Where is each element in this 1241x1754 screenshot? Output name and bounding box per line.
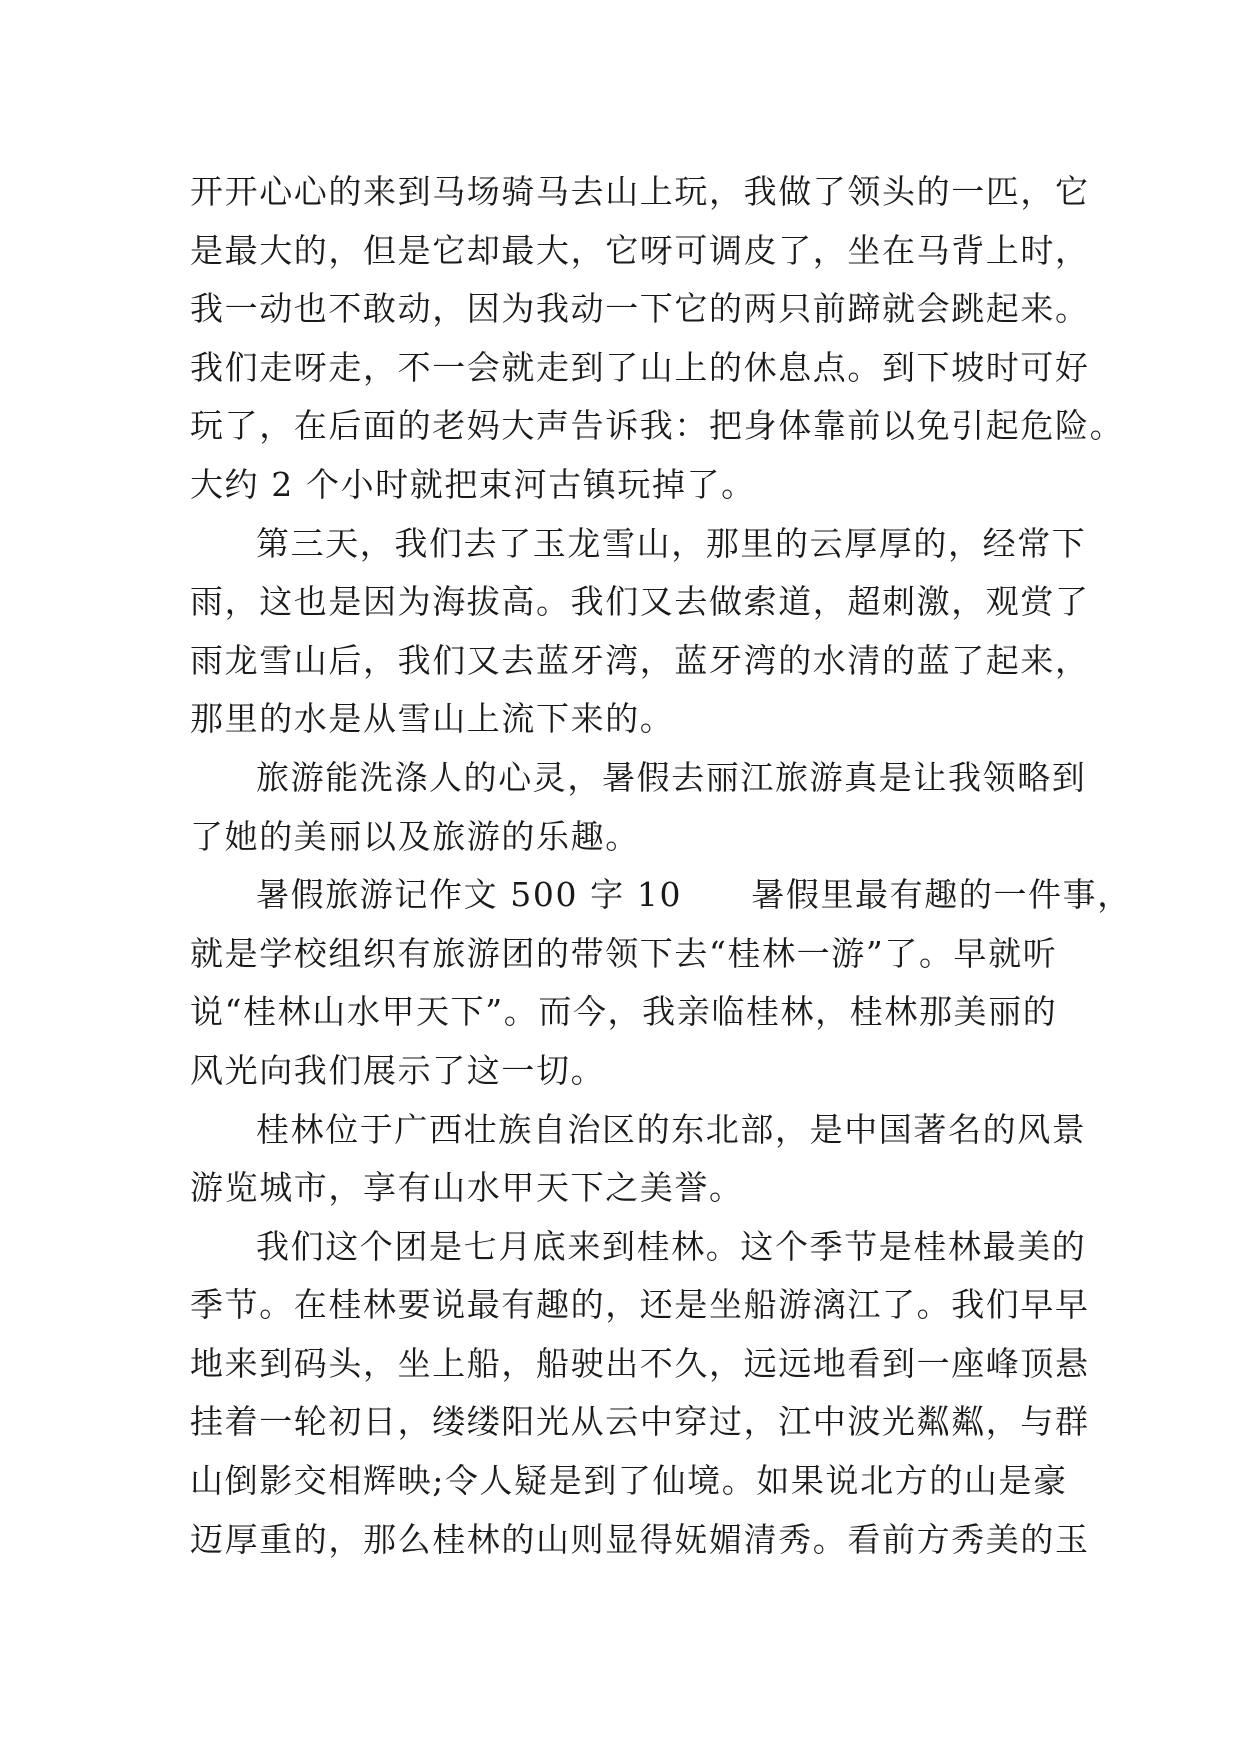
text-line: 说“桂林山水甲天下”。而今，我亲临桂林，桂林那美丽的: [190, 992, 1058, 1032]
text-line: 我一动也不敢动，因为我动一下它的两只前蹄就会跳起来。: [190, 289, 1090, 329]
text-line: 桂林位于广西壮族自治区的东北部，是中国著名的风景: [256, 1109, 1087, 1149]
text-line: 暑假旅游记作文 500 字 10 暑假里最有趣的一件事，: [256, 875, 1132, 915]
text-line: 游览城市，享有山水甲天下之美誉。: [190, 1168, 744, 1208]
text-line: 山倒影交相辉映;令人疑是到了仙境。如果说北方的山是豪: [190, 1461, 1068, 1501]
text-line: 旅游能洗涤人的心灵，暑假去丽江旅游真是让我领略到: [256, 757, 1087, 797]
text-line: 雨龙雪山后，我们又去蓝牙湾，蓝牙湾的水清的蓝了起来，: [190, 640, 1090, 680]
text-line: 开开心心的来到马场骑马去山上玩，我做了领头的一匹，它: [190, 172, 1090, 211]
text-line: 我们走呀走，不一会就走到了山上的休息点。到下坡时可好: [190, 347, 1090, 387]
text-line: 那里的水是从雪山上流下来的。: [190, 699, 675, 739]
text-line: 迈厚重的，那么桂林的山则显得妩媚清秀。看前方秀美的玉: [190, 1519, 1090, 1559]
text-line: 我们这个团是七月底来到桂林。这个季节是桂林最美的: [256, 1226, 1087, 1266]
body-text: [190, 163, 1132, 1569]
text-line: 季节。在桂林要说最有趣的，还是坐船游漓江了。我们早早: [190, 1285, 1090, 1325]
text-line: 雨，这也是因为海拔高。我们又去做索道，超刺激，观赏了: [190, 582, 1090, 622]
text-line: 地来到码头，坐上船，船驶出不久，远远地看到一座峰顶悬: [190, 1343, 1090, 1383]
text-line: 风光向我们展示了这一切。: [190, 1050, 606, 1090]
text-line: 就是学校组织有旅游团的带领下去“桂林一游”了。早就听: [190, 933, 1058, 973]
text-line: 玩了，在后面的老妈大声告诉我：把身体靠前以免引起危险。: [190, 406, 1125, 446]
text-line: 挂着一轮初日，缕缕阳光从云中穿过，江中波光粼粼，与群: [190, 1402, 1090, 1442]
text-line: 是最大的，但是它却最大，它呀可调皮了，坐在马背上时，: [190, 230, 1090, 270]
text-line: 第三天，我们去了玉龙雪山，那里的云厚厚的，经常下: [256, 523, 1087, 563]
text-line: 了她的美丽以及旅游的乐趣。: [190, 816, 640, 856]
text-line: 大约 2 个小时就把束河古镇玩掉了。: [190, 464, 756, 504]
